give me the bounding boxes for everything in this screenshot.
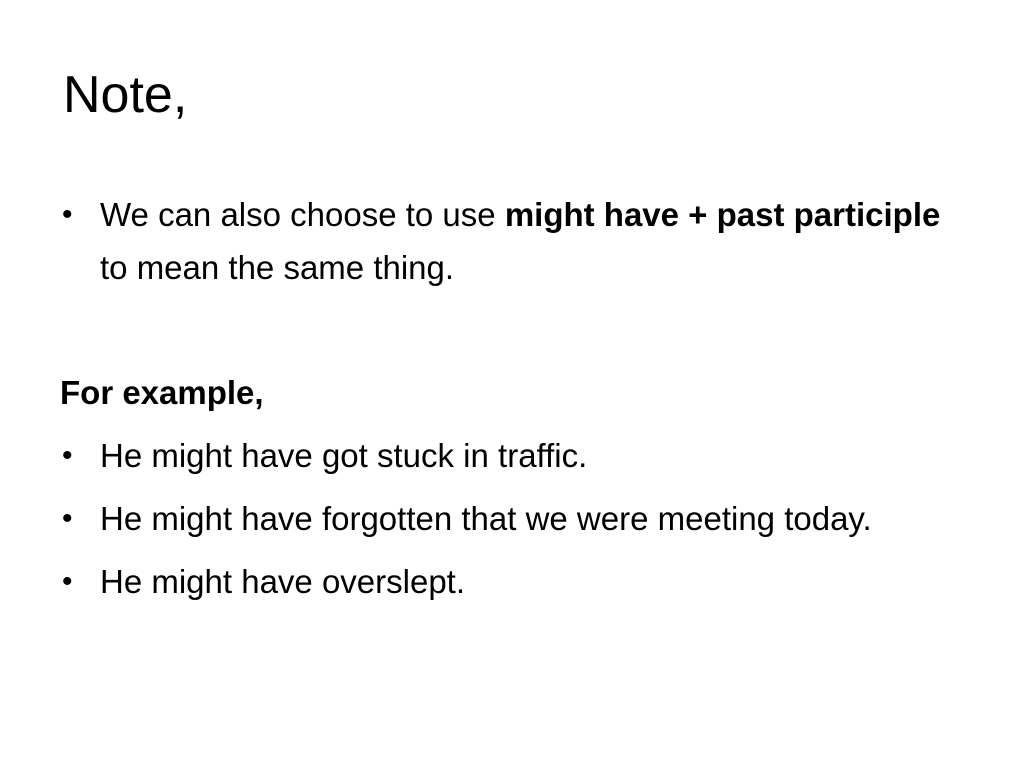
example-heading: For example,	[60, 374, 264, 411]
example-bullet-3	[60, 555, 960, 608]
example-text-2: He might have forgotten that we were meeting today.	[100, 500, 872, 537]
example-bullet-1	[60, 429, 960, 482]
example-bullet-2	[60, 492, 960, 545]
intro-text-part1: We can also choose to use	[100, 196, 505, 233]
bullet-dot-icon: •	[62, 502, 73, 535]
intro-bullet	[60, 188, 960, 294]
slide-content	[60, 188, 960, 608]
intro-text-part2: to mean the same thing.	[100, 249, 455, 286]
bullet-dot-icon: •	[62, 565, 73, 598]
spacer	[60, 294, 960, 366]
intro-text-bold: might have + past participle	[504, 196, 941, 233]
bullet-dot-icon: •	[62, 439, 73, 472]
example-text-3: He might have overslept.	[100, 563, 466, 600]
example-text-1: He might have got stuck in traffic.	[100, 437, 588, 474]
slide-title: Note,	[63, 66, 188, 124]
bullet-dot-icon: •	[62, 198, 73, 231]
